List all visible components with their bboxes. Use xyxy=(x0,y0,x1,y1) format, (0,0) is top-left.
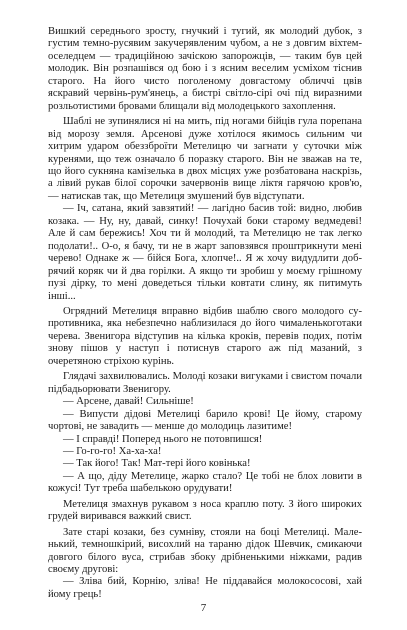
paragraph-3: — Іч, сатана, який завзятий! — лагідно басив той: видно, любив козака. — Ну, ну, давай, синку! Почухай боки старому ведмедеві! Але й сам бережись! Хоч ти й молодий, та Метелицю не так легко подолати!.. О-о, я бачу, ти не в жарт заповзявся проштрикнути мені черево! Однаке ж — бійся Бога, хлопче!.. Я ж хочу видудлити добрячий коряк чи й два горілки. А якщо ти зробиш у моєму грішному пузі дірку, то мені доведеться тільки ковтати слину, як питимуть інші... xyxy=(48,203,362,302)
page-number: 7 xyxy=(200,602,207,614)
page-text xyxy=(48,26,362,601)
paragraph-9: — Го-го-го! Ха-ха-ха! xyxy=(63,445,162,457)
paragraph-13: Зате старі козаки, без сумніву, стояли на боці Метелиці. Маленький, темношкірий, висохлий на тараню дідок Шевчик, смикаючи довгого білого вуса, стрибав збоку дрібненькими ніжками, радив своєму другові: xyxy=(48,526,362,576)
paragraph-7: — Випусти дідові Метелиці барило крові! Це йому, старому чортові, не завадить — менше до молодиць лазитиме! xyxy=(48,408,362,433)
paragraph-6: — Арсене, давай! Сильніше! xyxy=(63,396,194,408)
paragraph-12: Метелиця змахнув рукавом з носа краплю поту. З його широких грудей виривався важкий свист. xyxy=(48,498,362,523)
paragraph-10: — Так його! Так! Мат-тері його ковінька! xyxy=(63,458,251,470)
paragraph-5: Глядачі захвилювались. Молоді козаки вигуками і свистом почали підбадьорювати Звенигору. xyxy=(48,371,362,395)
paragraph-2: Шаблі не зупинялися ні на мить, під ногами бійців гула порепана від морозу земля. Арсенові дуже хотілося якимось сильним чи хитрим ударом обеззброїти Метелицю чи загнати у суточки між куренями, що теж означало б поразку старого. Він не зважав на те, що його сукняна камізелька в двох місцях уже розбатована наскрізь, а лівий рукав білої сорочки зачервонів вище ліктя гарячою кров'ю, — натискав так, що Метелиця змушений був відступати. xyxy=(48,116,362,202)
paragraph-4: Огрядний Метелиця вправно відбив шаблю свого молодого супротивника, яка небезпечно наблизилася до його чималенькоготаки черева. Звенигора відступив на кілька кроків, перевів подих, потім знову пішов у наступ і потиснув старого аж під мазаний, з очеретяною стріхою курінь. xyxy=(48,305,362,367)
paragraph-1: Вишкий середнього зросту, гнучкий і тугий, як молодий дубок, з густим темно-русявим закучерявленим чубом, а не з довгим віхтем-оселедцем — традиційною зачіскою запорожців, — таким був цей молодик. Він розпашівся од бою і з ясним веселим усміхом тіснив старого. На його чисто поголеному довгастому обличчі цвів яскравий червінь-рум'янець, а бистрі світло-сірі очі під виразними розльотистими бровами блищали від молодецького захоплення. xyxy=(48,26,362,112)
paragraph-8: — І справді! Поперед нього не потовпишся! xyxy=(63,433,263,445)
paragraph-11: — А що, діду Метелице, жарко стало? Це тобі не блох ловити в кожусі! Тут треба шабелькою орудувати! xyxy=(48,470,362,495)
paragraph-14: — Зліва бий, Корнію, зліва! Не піддавайся молокососові, хай йому грець! xyxy=(48,576,362,600)
